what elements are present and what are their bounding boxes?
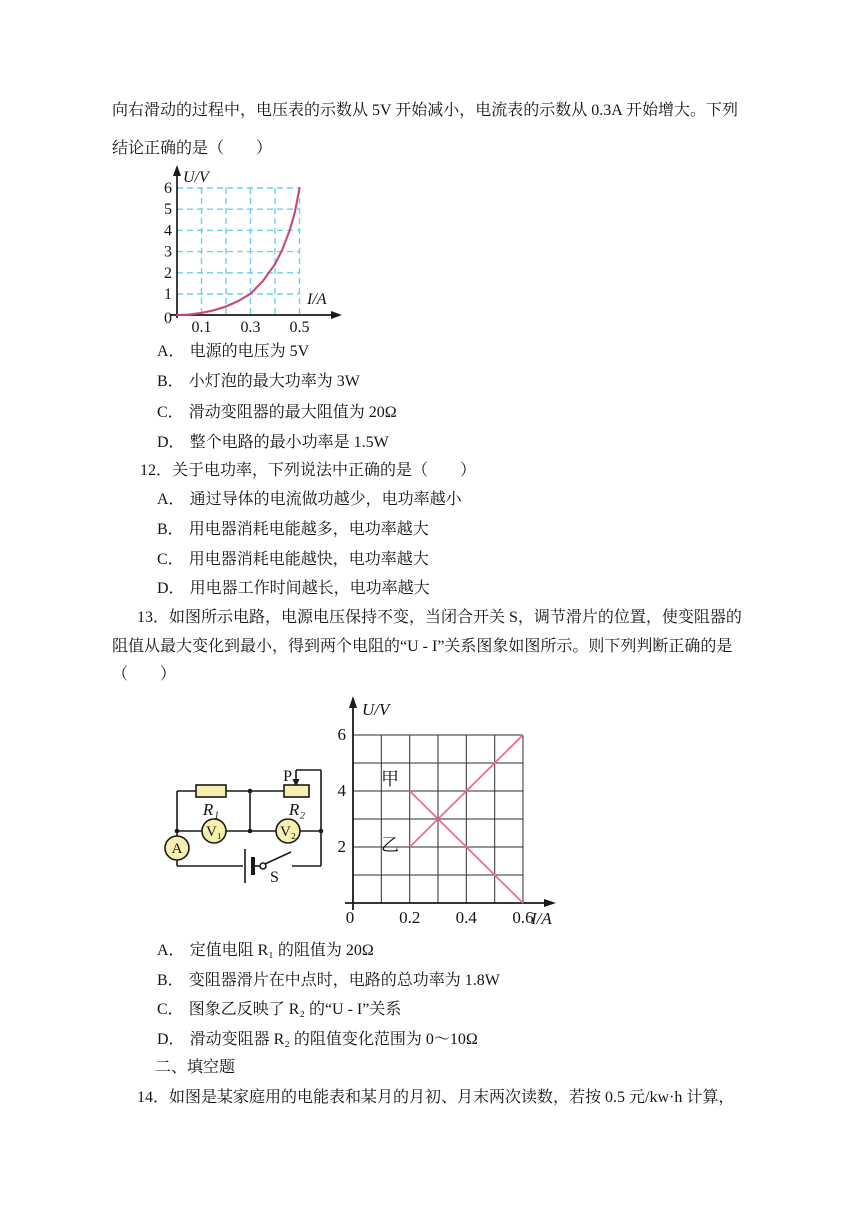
q13-stem-line-2	[112, 637, 732, 657]
chart2-xtick-02: 0.2	[399, 908, 421, 927]
chart2-ytick-6: 6	[337, 725, 346, 744]
q11-option-d	[157, 433, 389, 453]
switch-pivot	[260, 863, 266, 869]
option-text: 定值电阻 R₁ 的阻值为 20Ω	[189, 942, 374, 959]
option-label: D．	[157, 580, 185, 597]
q11-intro-line-2	[112, 139, 272, 159]
option-label: C．	[157, 551, 184, 568]
option-text: 通过导体的电流做功越少，电功率越小	[189, 491, 462, 508]
chart2-xtick-0: 0	[345, 908, 355, 927]
q12-stem-text: 关于电功率，下列说法中正确的是（ ）	[172, 462, 477, 479]
chart2-xaxis-arrow	[544, 899, 556, 907]
q12-option-a	[157, 490, 462, 510]
chart1-yaxis-arrow	[173, 165, 181, 176]
option-label: D．	[157, 1031, 185, 1048]
option-label: A．	[157, 942, 185, 959]
q13-stem-text-1: 如图所示电路，电源电压保持不变，当闭合开关 S，调节滑片的位置，使变阻器的	[169, 609, 742, 626]
option-label: B．	[157, 972, 184, 989]
q11-option-c	[157, 403, 397, 423]
q13-option-a	[157, 941, 374, 961]
q13-option-d	[157, 1030, 478, 1050]
rheostat-r2	[284, 785, 309, 797]
chart2-ytick-4: 4	[337, 781, 346, 800]
option-text: 图象乙反映了 R₂ 的“U - I”关系	[188, 1001, 402, 1018]
option-label: C．	[157, 404, 184, 421]
chart1-ytick-4: 4	[164, 222, 172, 240]
option-label: D．	[157, 434, 185, 451]
rheostat-r2-label: R₂	[288, 800, 306, 819]
chart1-xtick-05: 0.5	[289, 319, 310, 336]
option-text: 滑动变阻器 R₂ 的阻值变化范围为 0～10Ω	[189, 1031, 478, 1048]
chart2-ytick-2: 2	[337, 837, 346, 856]
voltmeter1-label: V₁	[205, 824, 223, 840]
chart1-xtick-03: 0.3	[240, 319, 261, 336]
q12-option-d	[157, 579, 430, 599]
q11-option-b	[157, 372, 360, 392]
jia-yi-ui-chart	[330, 688, 570, 938]
switch-s-label: S	[270, 869, 279, 886]
q13-stem-line-1	[137, 608, 742, 628]
option-label: B．	[157, 373, 184, 390]
chart1-origin-label: 0	[164, 310, 172, 327]
q11-option-a	[157, 342, 309, 362]
ammeter-label: A	[171, 841, 183, 857]
chart1-ytick-6: 6	[164, 180, 172, 197]
option-label: C．	[157, 1001, 184, 1018]
chart2-xtick-06: 0.6	[512, 908, 534, 927]
q14-stem-text: 如图是某家庭用的电能表和某月的月初、月末两次读数，若按 0.5 元/kw·h 计算，	[169, 1089, 735, 1106]
option-label: B．	[157, 521, 184, 538]
option-label: A．	[157, 343, 185, 360]
chart2-xtick-04: 0.4	[455, 908, 477, 927]
chart2-xlabel: I/A	[531, 909, 552, 928]
chart1-xtick-01: 0.1	[191, 319, 212, 336]
option-text: 电源的电压为 5V	[189, 343, 310, 360]
voltmeter2-label: V₂	[279, 824, 297, 840]
chart1-ytick-5: 5	[164, 201, 172, 219]
section2-title: 二、填空题	[155, 1059, 236, 1076]
resistor-r1	[196, 785, 226, 797]
q13-option-c	[157, 1000, 401, 1020]
chart1-xaxis-arrow	[331, 311, 342, 319]
chart1-xlabel: I/A	[307, 291, 327, 308]
option-text: 变阻器滑片在中点时，电路的总功率为 1.8W	[188, 972, 500, 989]
q12-number: 12．	[140, 462, 173, 479]
resistor-r1-label: R₁	[202, 800, 220, 819]
series-yi-label: 乙	[381, 835, 399, 855]
q12-option-c	[157, 550, 429, 570]
option-text: 用电器工作时间越长，电功率越大	[189, 580, 430, 597]
q14-number: 14．	[137, 1089, 170, 1106]
q13-stem-text-2: 阻值从最大变化到最小，得到两个电阻的“U - I”关系图象如图所示。则下列判断正确的是	[112, 638, 733, 655]
option-text: 用电器消耗电能越快，电功率越大	[188, 551, 429, 568]
q14-stem	[137, 1088, 734, 1108]
option-text: 滑动变阻器的最大阻值为 20Ω	[188, 404, 397, 421]
q13-option-b	[157, 971, 500, 991]
q12-option-b	[157, 520, 429, 540]
chart2-ylabel: U/V	[362, 700, 390, 719]
chart1-ytick-3: 3	[164, 243, 172, 261]
bulb-ui-chart	[135, 160, 350, 345]
q13-stem-line-3	[112, 665, 176, 685]
chart2-yaxis-arrow	[349, 696, 357, 708]
q11-intro-line-1	[112, 101, 738, 121]
section2-heading	[155, 1058, 235, 1078]
circuit-diagram	[158, 752, 343, 902]
q12-stem	[140, 461, 476, 481]
slider-p-label: P	[283, 768, 292, 785]
option-label: A．	[157, 491, 185, 508]
option-text: 小灯泡的最大功率为 3W	[188, 373, 360, 390]
q13-stem-text-3: （ ）	[112, 666, 177, 683]
chart2-axes	[345, 705, 546, 910]
q11-intro-text-1: 向右滑动的过程中，电压表的示数从 5V 开始减小，电流表的示数从 0.3A 开始增大。下列	[112, 102, 738, 119]
chart1-ytick-2: 2	[164, 264, 172, 282]
chart1-ylabel: U/V	[183, 169, 209, 186]
q11-intro-text-2: 结论正确的是（ ）	[112, 140, 273, 157]
chart1-ytick-1: 1	[164, 286, 172, 303]
series-jia-label: 甲	[381, 769, 399, 789]
option-text: 用电器消耗电能越多，电功率越大	[188, 521, 429, 538]
q13-number: 13．	[137, 609, 170, 626]
option-text: 整个电路的最小功率是 1.5W	[189, 434, 389, 451]
